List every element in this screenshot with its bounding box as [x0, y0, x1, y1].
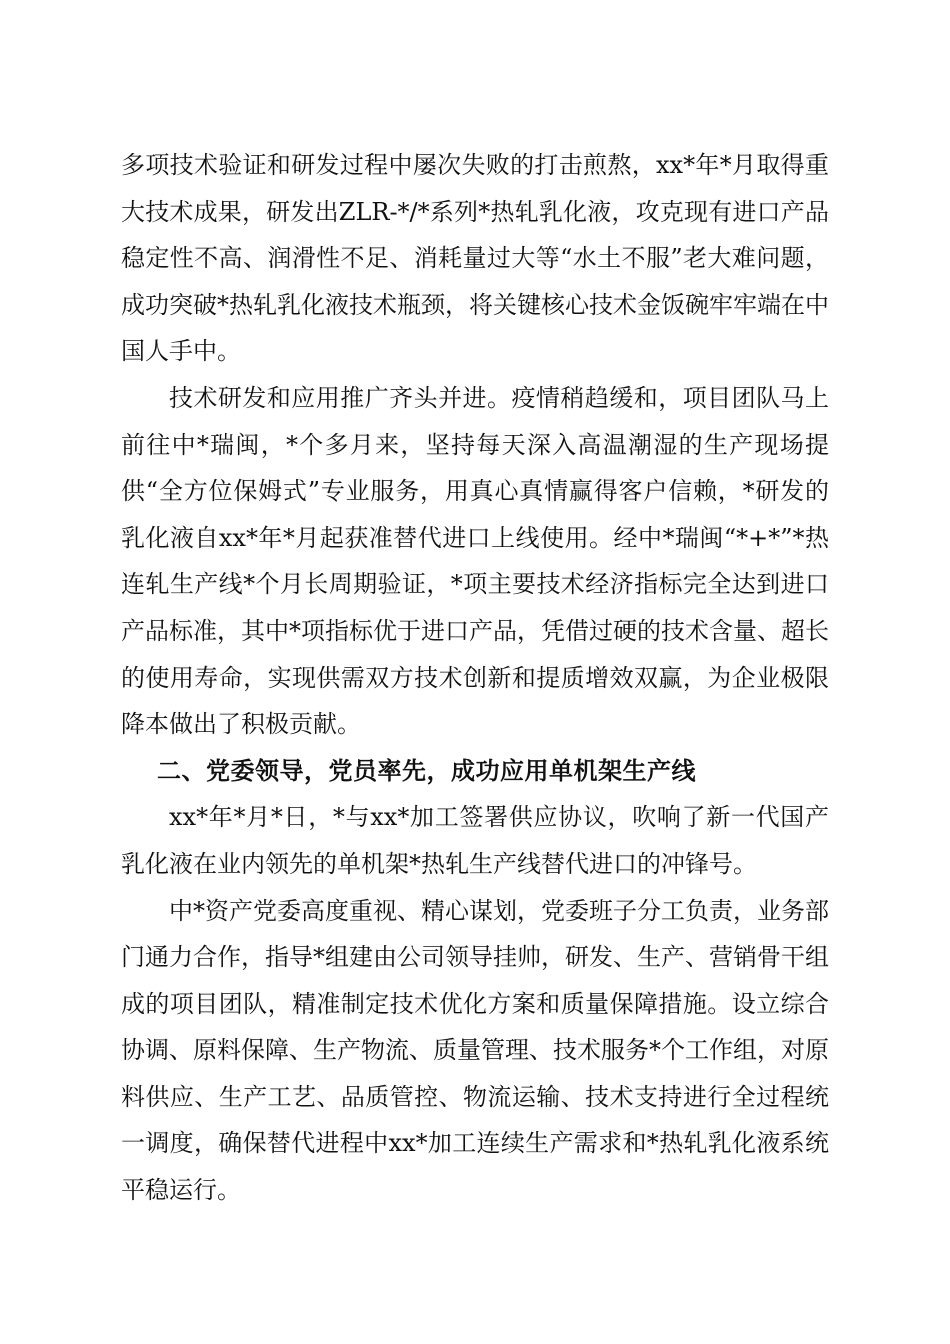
paragraph-continued-research: 多项技术验证和研发过程中屡次失败的打击煎熬，xx*年*月取得重大技术成果，研发出ZLR-*/*系列*热轧乳化液，攻克现有进口产品稳定性不高、润滑性不足、消耗量过大等“水土不服”老大难问题，成功突破*热轧乳化液技术瓶颈，将关键核心技术金饭碗牢牢端在中国人手中。 [121, 151, 829, 366]
document-body [121, 142, 829, 1214]
paragraph-party-committee: 中*资产党委高度重视、精心谋划，党委班子分工负责，业务部门通力合作，指导*组建由公司领导挂帅，研发、生产、营销骨干组成的项目团队，精准制定技术优化方案和质量保障措施。设立综合协调、原料保障、生产物流、质量管理、技术服务*个工作组，对原料供应、生产工艺、品质管控、物流运输、技术支持进行全过程统一调度，确保替代进程中xx*加工连续生产需求和*热轧乳化液系统平稳运行。 [121, 896, 829, 1205]
paragraph-research-and-promotion: 技术研发和应用推广齐头并进。疫情稍趋缓和，项目团队马上前往中*瑞闽，*个多月来，坚持每天深入高温潮湿的生产现场提供“全方位保姆式”专业服务，用真心真情赢得客户信赖，*研发的乳化液自xx*年*月起获准替代进口上线使用。经中*瑞闽“*+*”*热连轧生产线*个月长周期验证，*项主要技术经济指标完全达到进口产品标准，其中*项指标优于进口产品，凭借过硬的技术含量、超长的使用寿命，实现供需双方技术创新和提质增效双赢，为企业极限降本做出了积极贡献。 [121, 383, 829, 739]
paragraph-supply-agreement: xx*年*月*日，*与xx*加工签署供应协议，吹响了新一代国产乳化液在业内领先的单机架*热轧生产线替代进口的冲锋号。 [121, 803, 829, 878]
section-heading-two: 二、党委领导，党员率先，成功应用单机架生产线 [157, 756, 696, 785]
